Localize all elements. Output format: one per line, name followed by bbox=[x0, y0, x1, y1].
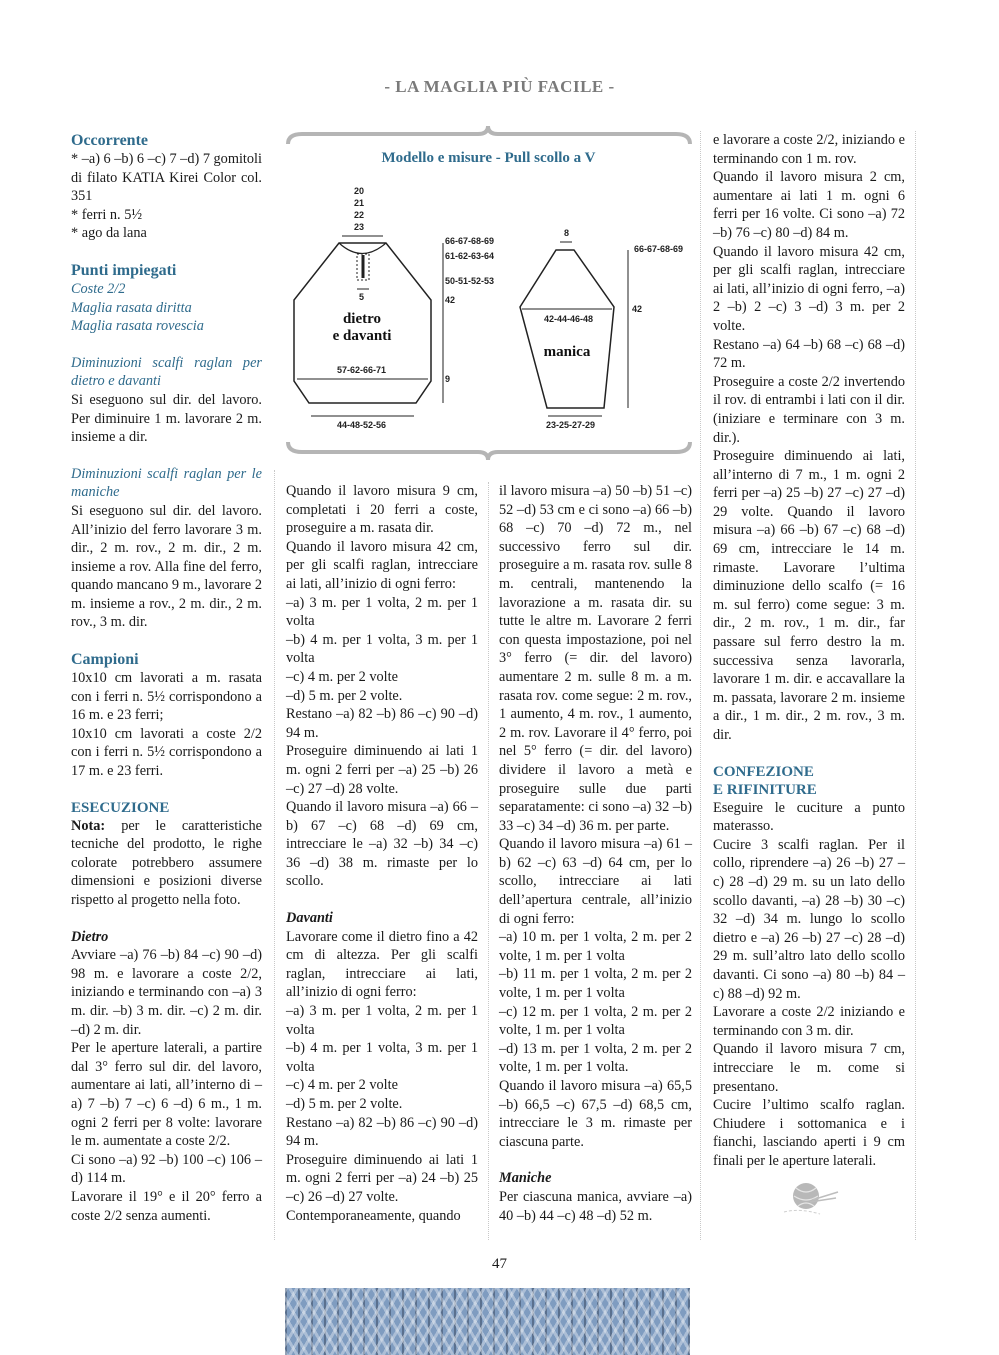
body-line: Proseguire diminuendo ai lati 1 m. ogni 2 ferri per –a) 25 –b) 26 –c) 27 –d) 28 volte. bbox=[286, 743, 478, 797]
page-number: 47 bbox=[492, 1256, 507, 1272]
maniche-heading: Maniche bbox=[499, 1170, 552, 1187]
body-line: –c) 4 m. per 2 volte bbox=[286, 668, 398, 685]
dietro-line: Avviare –a) 76 –b) 84 –c) 90 –d) 98 m. e lavorare a coste 2/2, iniziando e terminando con –a) 3 m. dir. –b) 3 m. dir. –c) 2 m. dir. –d) 2 m. dir. bbox=[71, 947, 262, 1038]
height-label: 42 bbox=[445, 295, 456, 305]
body-line: Quando il lavoro misura 42 cm, per gli scalfi raglan, intrecciare ai lati, all’inizio di ogni ferro: bbox=[286, 538, 478, 592]
body-line: –b) 4 m. per 1 volta, 3 m. per 1 volta bbox=[286, 631, 478, 667]
confezione-heading: E RIFINITURE bbox=[713, 781, 817, 798]
body-line: –d) 5 m. per 2 volte. bbox=[286, 687, 403, 704]
dim2-text: Si eseguono sul dir. del lavoro. All’inizio del ferro lavorare 3 m. dir., 2 m. rov., 2 m. dir., 2 m. insieme a rov. Alla fine del ferro, quando mancano 9 m., lavorare 2 m. insieme a rov., 2 m. dir., 2 m. rov., 3 m. dir. bbox=[71, 502, 262, 631]
nota-label: Nota: bbox=[71, 817, 106, 834]
campioni-line: 10x10 cm lavorati a coste 2/2 con i ferri n. 5½ corrispondono a 17 m. e 23 ferri. bbox=[71, 725, 262, 780]
height-label: 61-62-63-64 bbox=[445, 251, 495, 261]
occorrente-item: * –a) 6 –b) 6 –c) 7 –d) 7 gomitoli di filato KATIA Kirei Color col. 351 bbox=[71, 151, 262, 205]
body-label-line: e davanti bbox=[332, 328, 392, 344]
neck-width-label: 21 bbox=[354, 198, 365, 208]
sleeve-upper-label: 42-44-46-48 bbox=[544, 314, 594, 324]
davanti-line: –d) 5 m. per 2 volte. bbox=[286, 1096, 403, 1112]
chest-width-label: 57-62-66-71 bbox=[337, 365, 387, 375]
neck-curve bbox=[339, 243, 386, 254]
punti-item: Maglia rasata rovescia bbox=[71, 318, 204, 335]
column-divider bbox=[915, 131, 916, 1240]
height-label: 66-67-68-69 bbox=[445, 236, 495, 246]
davanti-line: Proseguire diminuendo ai lati 1 m. ogni 2 ferri per –a) 24 –b) 25 –c) 26 –d) 27 volte. bbox=[286, 1151, 478, 1205]
knit-texture-image bbox=[285, 1288, 690, 1355]
davanti-line: –c) 4 m. per 2 volte bbox=[286, 1077, 398, 1094]
column-divider bbox=[488, 482, 489, 1240]
dim1-heading: Diminuzioni scalfi raglan per dietro e davanti bbox=[71, 354, 262, 390]
occorrente-heading: Occorrente bbox=[71, 132, 148, 149]
sleeve-piece-label: manica bbox=[543, 344, 591, 360]
column-4 bbox=[713, 131, 905, 1170]
confezione-line: Quando il lavoro misura 7 cm, intrecciare le m. come si presentano. bbox=[713, 1041, 905, 1095]
neck-width-label: 23 bbox=[354, 222, 365, 232]
sleeve-height-label: 66-67-68-69 bbox=[634, 244, 684, 254]
body-line: –d) 13 m. per 1 volta, 2 m. per 2 volte, 1 m. per 1 volta. bbox=[499, 1040, 692, 1076]
davanti-line: Contemporaneamente, quando bbox=[286, 1207, 461, 1224]
confezione-line: Cucire 3 scalfi raglan. Per il collo, riprendere –a) 26 –b) 27 –c) 28 –d) 29 m. su un lato dello scollo davanti, –a) 28 –b) 30 –c) 32 –d) 34 m. lungo lo scollo dietro e –a) 26 –b) 27 –c) 28 –d) 29 m. sull’altro lato dello scollo davanti. Ci sono –a) 80 –b) 84 –c) 88 –d) 92 m. bbox=[713, 836, 905, 1002]
davanti-line: –a) 3 m. per 1 volta, 2 m. per 1 volta bbox=[286, 1003, 478, 1038]
top-bracket bbox=[288, 126, 690, 144]
sleeve-top-label: 8 bbox=[564, 228, 570, 238]
campioni-heading: Campioni bbox=[71, 651, 139, 669]
running-title: - LA MAGLIA PIÙ FACILE - bbox=[384, 77, 615, 96]
sleeve-outline bbox=[520, 250, 614, 408]
column-3 bbox=[499, 482, 692, 1225]
column-divider bbox=[700, 131, 701, 1240]
punti-heading: Punti impiegati bbox=[71, 261, 177, 279]
dietro-heading: Dietro bbox=[71, 928, 109, 945]
neck-width-label: 20 bbox=[354, 186, 365, 196]
confezione-line: Cucire l’ultimo scalfo raglan. Chiudere i sottomanica e i fianchi, lasciando aperti i 9 cm finali per le aperture laterali. bbox=[713, 1097, 905, 1169]
confezione-line: Lavorare a coste 2/2 iniziando e terminando con 3 m. dir. bbox=[713, 1004, 905, 1039]
body-piece-label bbox=[312, 311, 412, 345]
body-line: –b) 11 m. per 1 volta, 2 m. per 2 volte, 1 m. per 1 volta bbox=[499, 966, 692, 1002]
yarn-ball-icon bbox=[780, 1178, 840, 1218]
maniche-text: Per ciascuna manica, avviare –a) 40 –b) 44 –c) 48 –d) 52 m. bbox=[499, 1188, 692, 1224]
dim1-text: Si eseguono sul dir. del lavoro. Per diminuire 1 m. lavorare 2 m. insieme a dir. bbox=[71, 391, 262, 446]
body-line: Quando il lavoro misura 42 cm, per gli scalfi raglan, intrecciare ai lati, all’inizio di ogni ferro, –a) 2 –b) 2 –c) 3 –d) 3 m. per 2 volte. bbox=[713, 243, 905, 334]
confezione-heading: CONFEZIONE bbox=[713, 763, 814, 780]
body-line: Restano –a) 64 –b) 68 –c) 68 –d) 72 m. bbox=[713, 336, 905, 372]
davanti-line: Restano –a) 82 –b) 86 –c) 90 –d) 94 m. bbox=[286, 1114, 478, 1150]
height-label: 50-51-52-53 bbox=[445, 276, 495, 286]
column-divider bbox=[274, 470, 275, 1240]
body-line: e lavorare a coste 2/2, iniziando e terminando con 1 m. rov. bbox=[713, 132, 905, 167]
body-line: Restano –a) 82 –b) 86 –c) 90 –d) 94 m. bbox=[286, 706, 478, 741]
body-line: Proseguire diminuendo ai lati, all’interno di 7 m., 1 m. ogni 2 ferri per –a) 25 –b) 27 –c) 27 –d) 29 volte. Quando il lavoro misura –a) 66 –b) 67 –c) 68 –d) 69 cm, intrecciare le 14 m. rimaste. Lavorare l’ultima diminuzione dello scalfo (= 16 m. sul ferro) come segue: 3 m. dir., 2 m. rov., 1 m. dir., far passare sul ferro destro la m. successiva senza lavorarla, lavorare 1 m. dir. e accavallare la m. passata, lavorare 2 m. insieme a dir., 1 m. dir., 2 m. rov., 3 m. dir. bbox=[713, 448, 905, 743]
body-line: Quando il lavoro misura –a) 66 –b) 67 –c) 68 –d) 69 cm, intrecciare le –a) 32 –b) 34 –c) 36 –d) 38 m. rimaste per lo scollo. bbox=[286, 799, 478, 890]
esecuzione-heading: ESECUZIONE bbox=[71, 799, 170, 816]
dim2-heading: Diminuzioni scalfi raglan per le maniche bbox=[71, 465, 262, 501]
nota-text: per le caratteristiche tecniche del prodotto, le righe colorate potrebbero assumere dimensioni e posizioni diverse rispetto al progetto nella foto. bbox=[71, 817, 262, 908]
column-1 bbox=[71, 131, 262, 1225]
dietro-line: Per le aperture laterali, a partire dal 3° ferro sul dir. del lavoro, aumentare ai lati, all’interno di –a) 7 –b) 7 –c) 6 –d) 6 m., 1 m. ogni 2 ferri per 8 volte: lavorare le m. aumentate a coste 2/2. bbox=[71, 1040, 262, 1150]
punti-item: Maglia rasata diritta bbox=[71, 299, 192, 316]
occorrente-item: * ago da lana bbox=[71, 225, 147, 242]
body-line: –a) 10 m. per 1 volta, 2 m. per 2 volte, 1 m. per 1 volta bbox=[499, 929, 692, 964]
column-2 bbox=[286, 482, 478, 1225]
davanti-line: –b) 4 m. per 1 volta, 3 m. per 1 volta bbox=[286, 1040, 478, 1075]
confezione-line: Eseguire le cuciture a punto materasso. bbox=[713, 799, 905, 835]
bottom-bracket bbox=[288, 442, 690, 460]
schematic-diagram bbox=[282, 124, 695, 464]
davanti-line: Lavorare come il dietro fino a 42 cm di altezza. Per gli scalfi raglan, intrecciare ai lati, all’inizio di ogni ferro: bbox=[286, 928, 478, 1001]
dietro-line: Lavorare il 19° e il 20° ferro a coste 2/2 senza aumenti. bbox=[71, 1188, 262, 1224]
occorrente-item: * ferri n. 5½ bbox=[71, 206, 143, 223]
campioni-line: 10x10 cm lavorati a m. rasata con i ferri n. 5½ corrispondono a 16 m. e 23 ferri; bbox=[71, 670, 262, 724]
sleeve-cuff-label: 23-25-27-29 bbox=[546, 420, 596, 430]
body-line: Quando il lavoro misura 2 cm, aumentare ai lati 1 m. ogni 6 ferri per 16 volte. Ci sono –a) 72 –b) 76 –c) 80 –d) 84 m. bbox=[713, 169, 905, 241]
hem-width-label: 44-48-52-56 bbox=[337, 420, 387, 430]
body-line: –c) 12 m. per 1 volta, 2 m. per 2 volte, 1 m. per 1 volta bbox=[499, 1003, 692, 1039]
nota-paragraph bbox=[71, 817, 262, 910]
body-line: Quando il lavoro misura –a) 65,5 –b) 66,5 –c) 67,5 –d) 68,5 cm, intrecciare le 3 m. rimaste per ciascuna parte. bbox=[499, 1078, 692, 1150]
davanti-heading: Davanti bbox=[286, 910, 333, 927]
sleeve-height-label: 42 bbox=[632, 304, 643, 314]
diagram-drawing bbox=[282, 124, 695, 464]
body-line: –a) 3 m. per 1 volta, 2 m. per 1 volta bbox=[286, 594, 478, 630]
punti-item: Coste 2/2 bbox=[71, 280, 126, 297]
body-line: Quando il lavoro misura 9 cm, completati i 20 ferri a coste, proseguire a m. rasata dir. bbox=[286, 483, 478, 537]
height-label: 9 bbox=[445, 374, 451, 384]
body-line: Quando il lavoro misura –a) 61 –b) 62 –c) 63 –d) 64 cm, per lo scollo, intrecciare ai lati dell’apertura centrale, all’inizio di ogni ferro: bbox=[499, 836, 692, 927]
dietro-line: Ci sono –a) 92 –b) 100 –c) 106 –d) 114 m. bbox=[71, 1151, 262, 1187]
v-neck-width-label: 5 bbox=[359, 292, 365, 302]
body-line: Proseguire a coste 2/2 invertendo il rov. di entrambi i lati con il dir. (iniziare e terminare con 3 m. dir.). bbox=[713, 373, 905, 446]
neck-width-label: 22 bbox=[354, 210, 365, 220]
diagram-title: Modello e misure - Pull scollo a V bbox=[381, 150, 596, 166]
body-label-line: dietro bbox=[342, 311, 382, 327]
body-line: il lavoro misura –a) 50 –b) 51 –c) 52 –d) 53 cm e ci sono –a) 66 –b) 68 –c) 70 –d) 72 m., nel successivo ferro sul dir. proseguire a m. rasata rov. sulle 8 m. centrali, mantenendo la lavorazione a m. rasata dir. su tutte le altre m. Lavorare 2 ferri con questa impostazione, poi nel 3° ferro (= dir. del lavoro) aumentare 2 m. sulle 8 m. a m. rasata rov. come segue: 2 m. rov., 1 aumento, 4 m. rov., 1 aumento, 2 m. rov. Lavorare il 4° ferro, poi nel 5° ferro (= dir. del lavoro) dividere il lavoro a metà e proseguire sulle due parti separatamente: ci sono –a) 32 –b) 33 –c) 34 –d) 36 m. per parte. bbox=[499, 483, 692, 834]
